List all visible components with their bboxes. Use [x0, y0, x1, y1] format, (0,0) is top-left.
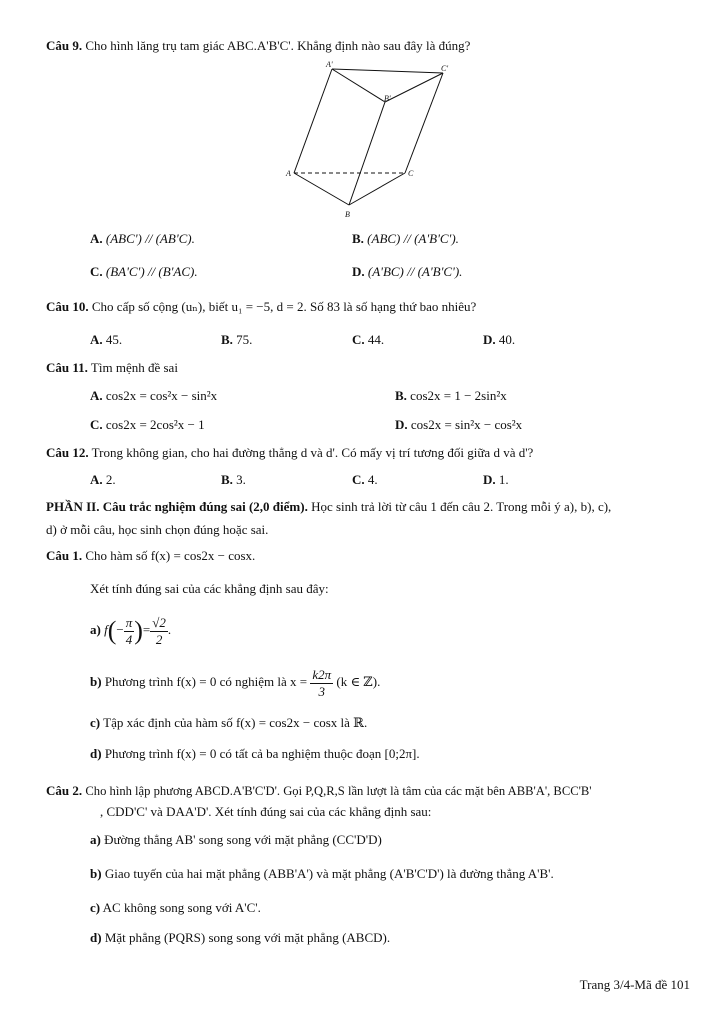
p2q2-item-a-key: a)	[90, 832, 101, 847]
p2q2-item-a-text: Đường thẳng AB' song song với mặt phẳng (CC'D'D)	[104, 832, 382, 847]
q10-option-d-key: D.	[483, 332, 496, 347]
p2q1-stem	[46, 548, 255, 564]
p2q1-item-b-key: b)	[90, 674, 102, 689]
p2q1-text: Cho hàm số f(x) = cos2x − cosx.	[85, 548, 256, 563]
q12-option-a-text: 2.	[105, 472, 116, 487]
edge-AB	[294, 173, 349, 205]
q12-option-a[interactable]	[90, 472, 116, 488]
q10-option-b-text: 75.	[236, 332, 253, 347]
label-C: C	[408, 169, 414, 178]
p2q1-item-d-text: Phương trình f(x) = 0 có tất cả ba nghiệm thuộc đoạn [0;2π].	[104, 746, 420, 761]
q12-option-d-key: D.	[483, 472, 496, 487]
q11-option-a[interactable]	[90, 388, 217, 404]
q12-option-d[interactable]	[483, 472, 509, 488]
q9-option-d[interactable]	[352, 264, 462, 280]
p2q1-item-a[interactable]: a) f(− $\frac{\pi}{4}$ )= $\frac{√2}{2}$ .	[90, 614, 172, 647]
q9-option-c[interactable]	[90, 264, 198, 280]
p2q2-item-c[interactable]	[90, 900, 261, 916]
p2q2-item-b-key: b)	[90, 866, 102, 881]
edge-A1C1	[332, 69, 443, 73]
edge-BB1	[349, 102, 385, 205]
q11-stem	[46, 360, 178, 376]
p2q1-item-a-key: a)	[90, 622, 101, 637]
q10-option-c-text: 44.	[367, 332, 385, 347]
q10-text: Cho cấp số cộng (uₙ), biết u₁ = −5, d = 2. Số 83 là số hạng thứ bao nhiêu?	[91, 299, 477, 314]
edge-BC	[349, 173, 405, 205]
q12-option-d-text: 1.	[498, 472, 509, 487]
q9-option-b[interactable]	[352, 231, 459, 247]
q9-stem	[46, 38, 470, 54]
p2q1-item-d[interactable]	[90, 746, 420, 762]
p2q2-text-line2: , CDD'C' và DAA'D'. Xét tính đúng sai của các khẳng định sau:	[100, 804, 432, 819]
q12-option-c[interactable]	[352, 472, 378, 488]
edge-B1C1	[385, 73, 443, 102]
q10-option-d-text: 40.	[498, 332, 516, 347]
q10-option-c[interactable]	[352, 332, 384, 348]
q11-option-d-key: D.	[395, 417, 408, 432]
q10-option-c-key: C.	[352, 332, 365, 347]
q10-stem	[46, 299, 476, 315]
label-C1: C'	[441, 64, 449, 73]
q12-option-c-key: C.	[352, 472, 365, 487]
p2q1-item-a-func: f	[104, 622, 108, 637]
p2q1-item-b-text: Phương trình f(x) = 0 có nghiệm là x =	[104, 674, 308, 689]
q11-option-b[interactable]	[395, 388, 507, 404]
label-A: A	[286, 169, 291, 178]
q10-option-b[interactable]	[221, 332, 252, 348]
p2q1-item-c-text: Tập xác định của hàm số f(x) = cos2x − cosx là ℝ.	[103, 715, 368, 730]
q11-text: Tìm mệnh đề sai	[90, 360, 178, 375]
p2q2-item-c-text: AC không song song với A'C'.	[102, 900, 261, 915]
q9-option-a[interactable]	[90, 231, 195, 247]
label-B: B	[345, 210, 350, 219]
label-A1: A'	[326, 60, 333, 69]
p2q2-text-line1: Cho hình lập phương ABCD.A'B'C'D'. Gọi P,Q,R,S lần lượt là tâm của các mặt bên ABB'A', BCC'B'	[85, 784, 592, 798]
q11-option-d[interactable]	[395, 417, 522, 433]
q11-option-a-text: cos2x = cos²x − sin²x	[105, 388, 218, 403]
p2q1-item-d-key: d)	[90, 746, 102, 761]
p2q2-item-d-text: Mặt phẳng (PQRS) song song với mặt phẳng (ABCD).	[104, 930, 391, 945]
p2q2-stem	[46, 783, 592, 799]
q12-option-b-text: 3.	[236, 472, 246, 487]
q10-label: Câu 10.	[46, 299, 89, 314]
q11-option-c-text: cos2x = 2cos²x − 1	[105, 417, 205, 432]
q12-stem	[46, 445, 533, 461]
q9-option-b-text: (ABC) // (A'B'C').	[367, 231, 459, 246]
label-B1: B'	[384, 94, 391, 103]
q12-text: Trong không gian, cho hai đường thẳng d và d'. Có mấy vị trí tương đối giữa d và d'?	[91, 445, 534, 460]
part2-intro	[46, 499, 611, 515]
p2q1-item-c-key: c)	[90, 715, 101, 730]
p2q1-item-a-arg: $\frac{\pi}{4}$	[125, 614, 133, 647]
p2q1-item-a-value: $\frac{√2}{2}$	[152, 614, 166, 647]
q9-option-d-key: D.	[352, 264, 365, 279]
part2-intro-line2: d) ở mỗi câu, học sinh chọn đúng hoặc sai.	[46, 522, 269, 537]
q10-option-a[interactable]	[90, 332, 122, 348]
q10-option-b-key: B.	[221, 332, 233, 347]
q11-option-b-text: cos2x = 1 − 2sin²x	[410, 388, 507, 403]
p2q2-item-d-key: d)	[90, 930, 102, 945]
q10-option-a-key: A.	[90, 332, 103, 347]
q11-option-d-text: cos2x = sin²x − cos²x	[410, 417, 523, 432]
q12-option-b-key: B.	[221, 472, 233, 487]
p2q1-item-b[interactable]	[90, 664, 380, 700]
q9-text: Cho hình lăng trụ tam giác ABC.A'B'C'. Khẳng định nào sau đây là đúng?	[85, 38, 471, 53]
q9-option-b-key: B.	[352, 231, 364, 246]
page-footer: Trang 3/4-Mã đề 101	[579, 977, 690, 992]
q9-option-d-text: (A'BC) // (A'B'C').	[367, 264, 463, 279]
edge-AA1	[294, 69, 332, 173]
q12-option-a-key: A.	[90, 472, 103, 487]
q10-option-a-text: 45.	[105, 332, 123, 347]
p2q2-item-a[interactable]	[90, 832, 382, 848]
q9-option-a-key: A.	[90, 231, 103, 246]
p2q1-item-b-fraction: $\frac{k2\pi}{3}$	[312, 666, 332, 699]
q12-label: Câu 12.	[46, 445, 89, 460]
q11-option-c[interactable]	[90, 417, 205, 433]
p2q2-item-b-text: Giao tuyến của hai mặt phẳng (ABB'A') và mặt phẳng (A'B'C'D') là đường thẳng A'B'.	[104, 866, 554, 881]
p2q1-item-c[interactable]	[90, 715, 367, 731]
q11-option-c-key: C.	[90, 417, 103, 432]
q9-option-a-text: (ABC') // (AB'C).	[105, 231, 195, 246]
part2-heading: PHẦN II. Câu trắc nghiệm đúng sai (2,0 điểm).	[46, 499, 308, 514]
q9-option-c-key: C.	[90, 264, 103, 279]
p2q2-label: Câu 2.	[46, 783, 83, 798]
q11-option-a-key: A.	[90, 388, 103, 403]
prism-figure	[280, 60, 460, 220]
edge-A1B1	[332, 69, 385, 102]
q11-option-b-key: B.	[395, 388, 407, 403]
part2-intro-line1: Học sinh trả lời từ câu 1 đến câu 2. Trong mỗi ý a), b), c),	[311, 499, 612, 514]
p2q1-label: Câu 1.	[46, 548, 83, 563]
q10-option-d[interactable]	[483, 332, 515, 348]
p2q1-item-b-condition: (k ∈ ℤ).	[336, 674, 381, 689]
q9-option-c-text: (BA'C') // (B'AC).	[105, 264, 198, 279]
p2q2-item-d[interactable]	[90, 930, 390, 946]
p2q1-instruction: Xét tính đúng sai của các khẳng định sau đây:	[90, 581, 329, 596]
q12-option-c-text: 4.	[367, 472, 378, 487]
q11-label: Câu 11.	[46, 360, 88, 375]
p2q2-item-b[interactable]	[90, 866, 554, 882]
q12-option-b[interactable]	[221, 472, 246, 488]
edge-CC1	[405, 73, 443, 173]
p2q2-item-c-key: c)	[90, 900, 101, 915]
q9-label: Câu 9.	[46, 38, 83, 53]
